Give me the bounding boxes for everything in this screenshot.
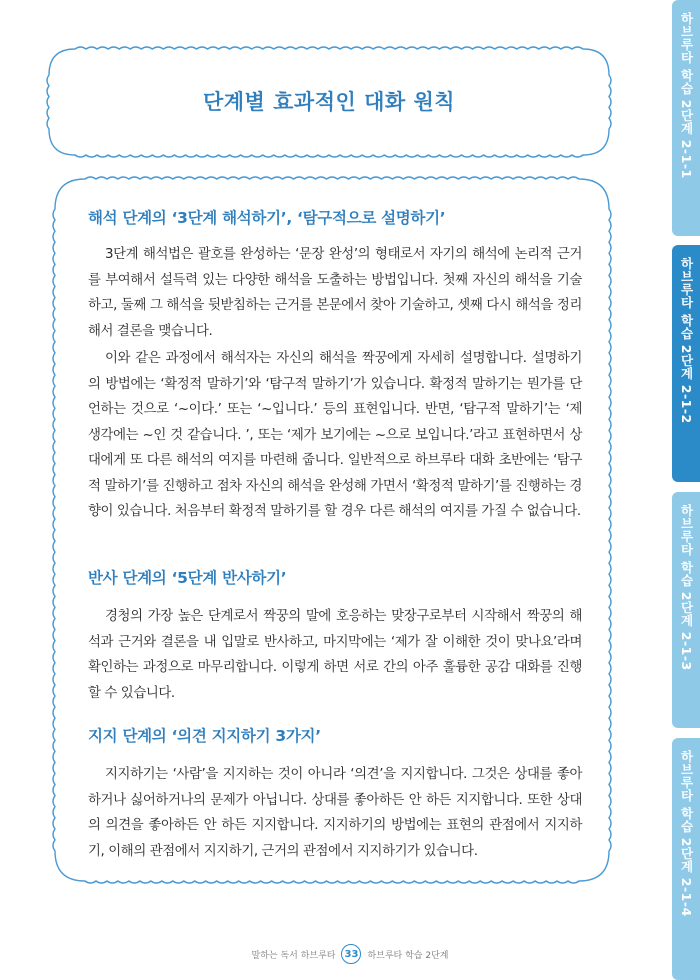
side-tab-2-1-2[interactable] [672, 245, 700, 482]
side-tab-label: 하브루타 학습 2단계 2-1-4 [679, 750, 694, 917]
side-tab-label: 하브루타 학습 2단계 2-1-2 [679, 257, 694, 424]
footer-chapter: 하브루타 학습 2단계 [367, 950, 449, 961]
side-tab-2-1-3[interactable] [672, 492, 700, 728]
title-box [46, 46, 612, 158]
side-tab-label: 하브루타 학습 2단계 2-1-1 [679, 12, 694, 179]
paragraph-support: 지지하기는 ‘사람’을 지지하는 것이 아니라 ‘의견’을 지지합니다. 그것은 상대를 좋아하거나 싫어하거나의 문제가 아닙니다. 상대를 좋아하든 안 하든 지지합니다. 또한 상대의 의견을 좋아하든 안 하든 지지합니다. 지지하기의 방법에는 표현의 관점에서 지지하기, 이해의 관점에서 지지하기, 근거의 관점에서 지지하기가 있습니다. [88, 767, 582, 859]
section-heading-support: 지지 단계의 ‘의견 지지하기 3가지’ [88, 727, 321, 745]
section-heading-reflection: 반사 단계의 ‘5단계 반사하기’ [88, 569, 287, 587]
footer-book-title: 말하는 독서 하브루타 [251, 950, 336, 961]
paragraph-interpretation-1: 3단계 해석법은 괄호를 완성하는 ‘문장 완성’의 형태로서 자기의 해석에 논리적 근거를 부여해서 설득력 있는 다양한 해석을 도출하는 방법입니다. 첫째 자신의 해석을 기술하고, 둘째 그 해석을 뒷받침하는 근거를 본문에서 찾아 기술하고, 셋째 다시 해석을 정리해서 결론을 맺습니다. [88, 247, 582, 339]
paragraph-interpretation-2: 이와 같은 과정에서 해석자는 자신의 해석을 짝꿍에게 자세히 설명합니다. 설명하기의 방법에는 ‘확정적 말하기’와 ‘탐구적 말하기’가 있습니다. 확정적 말하기는 뭔가를 단언하는 것으로 ‘~이다.’ 또는 ‘~입니다.’ 등의 표현입니다. 반면, ‘탐구적 말하기’는 ‘제 생각에는 ~인 것 같습니다. ’, 또는 ‘제가 보기에는 ~으로 보입니다.’라고 표현하면서 상대에게 또 다른 해석의 여지를 마련해 줍니다. 일반적으로 하브루타 대화 초반에는 ‘탐구적 말하기’를 진행하고 점차 자신의 해석을 완성해 가면서 ‘확정적 말하기’를 진행하는 경향이 있습니다. 처음부터 확정적 말하기를 할 경우 다른 해석의 여지를 가질 수 없습니다. [88, 351, 582, 519]
page-title: 단계별 효과적인 대화 원칙 [202, 90, 456, 114]
content-box [52, 176, 612, 884]
paragraph-reflection: 경청의 가장 높은 단계로서 짝꿍의 말에 호응하는 맞장구로부터 시작해서 짝꿍의 해석과 근거와 결론을 내 입말로 반사하고, 마지막에는 ‘제가 잘 이해한 것이 맞나요’라며 확인하는 과정으로 마무리합니다. 이렇게 하면 서로 간의 아주 훌륭한 공감 대화를 진행할 수 있습니다. [88, 609, 582, 701]
section-heading-interpretation: 해석 단계의 ‘3단계 해석하기’, ‘탐구적으로 설명하기’ [88, 209, 446, 227]
side-tab-label: 하브루타 학습 2단계 2-1-3 [679, 504, 694, 671]
page-footer [0, 944, 700, 964]
page-number: 33 [341, 944, 361, 964]
side-tab-2-1-1[interactable] [672, 0, 700, 236]
